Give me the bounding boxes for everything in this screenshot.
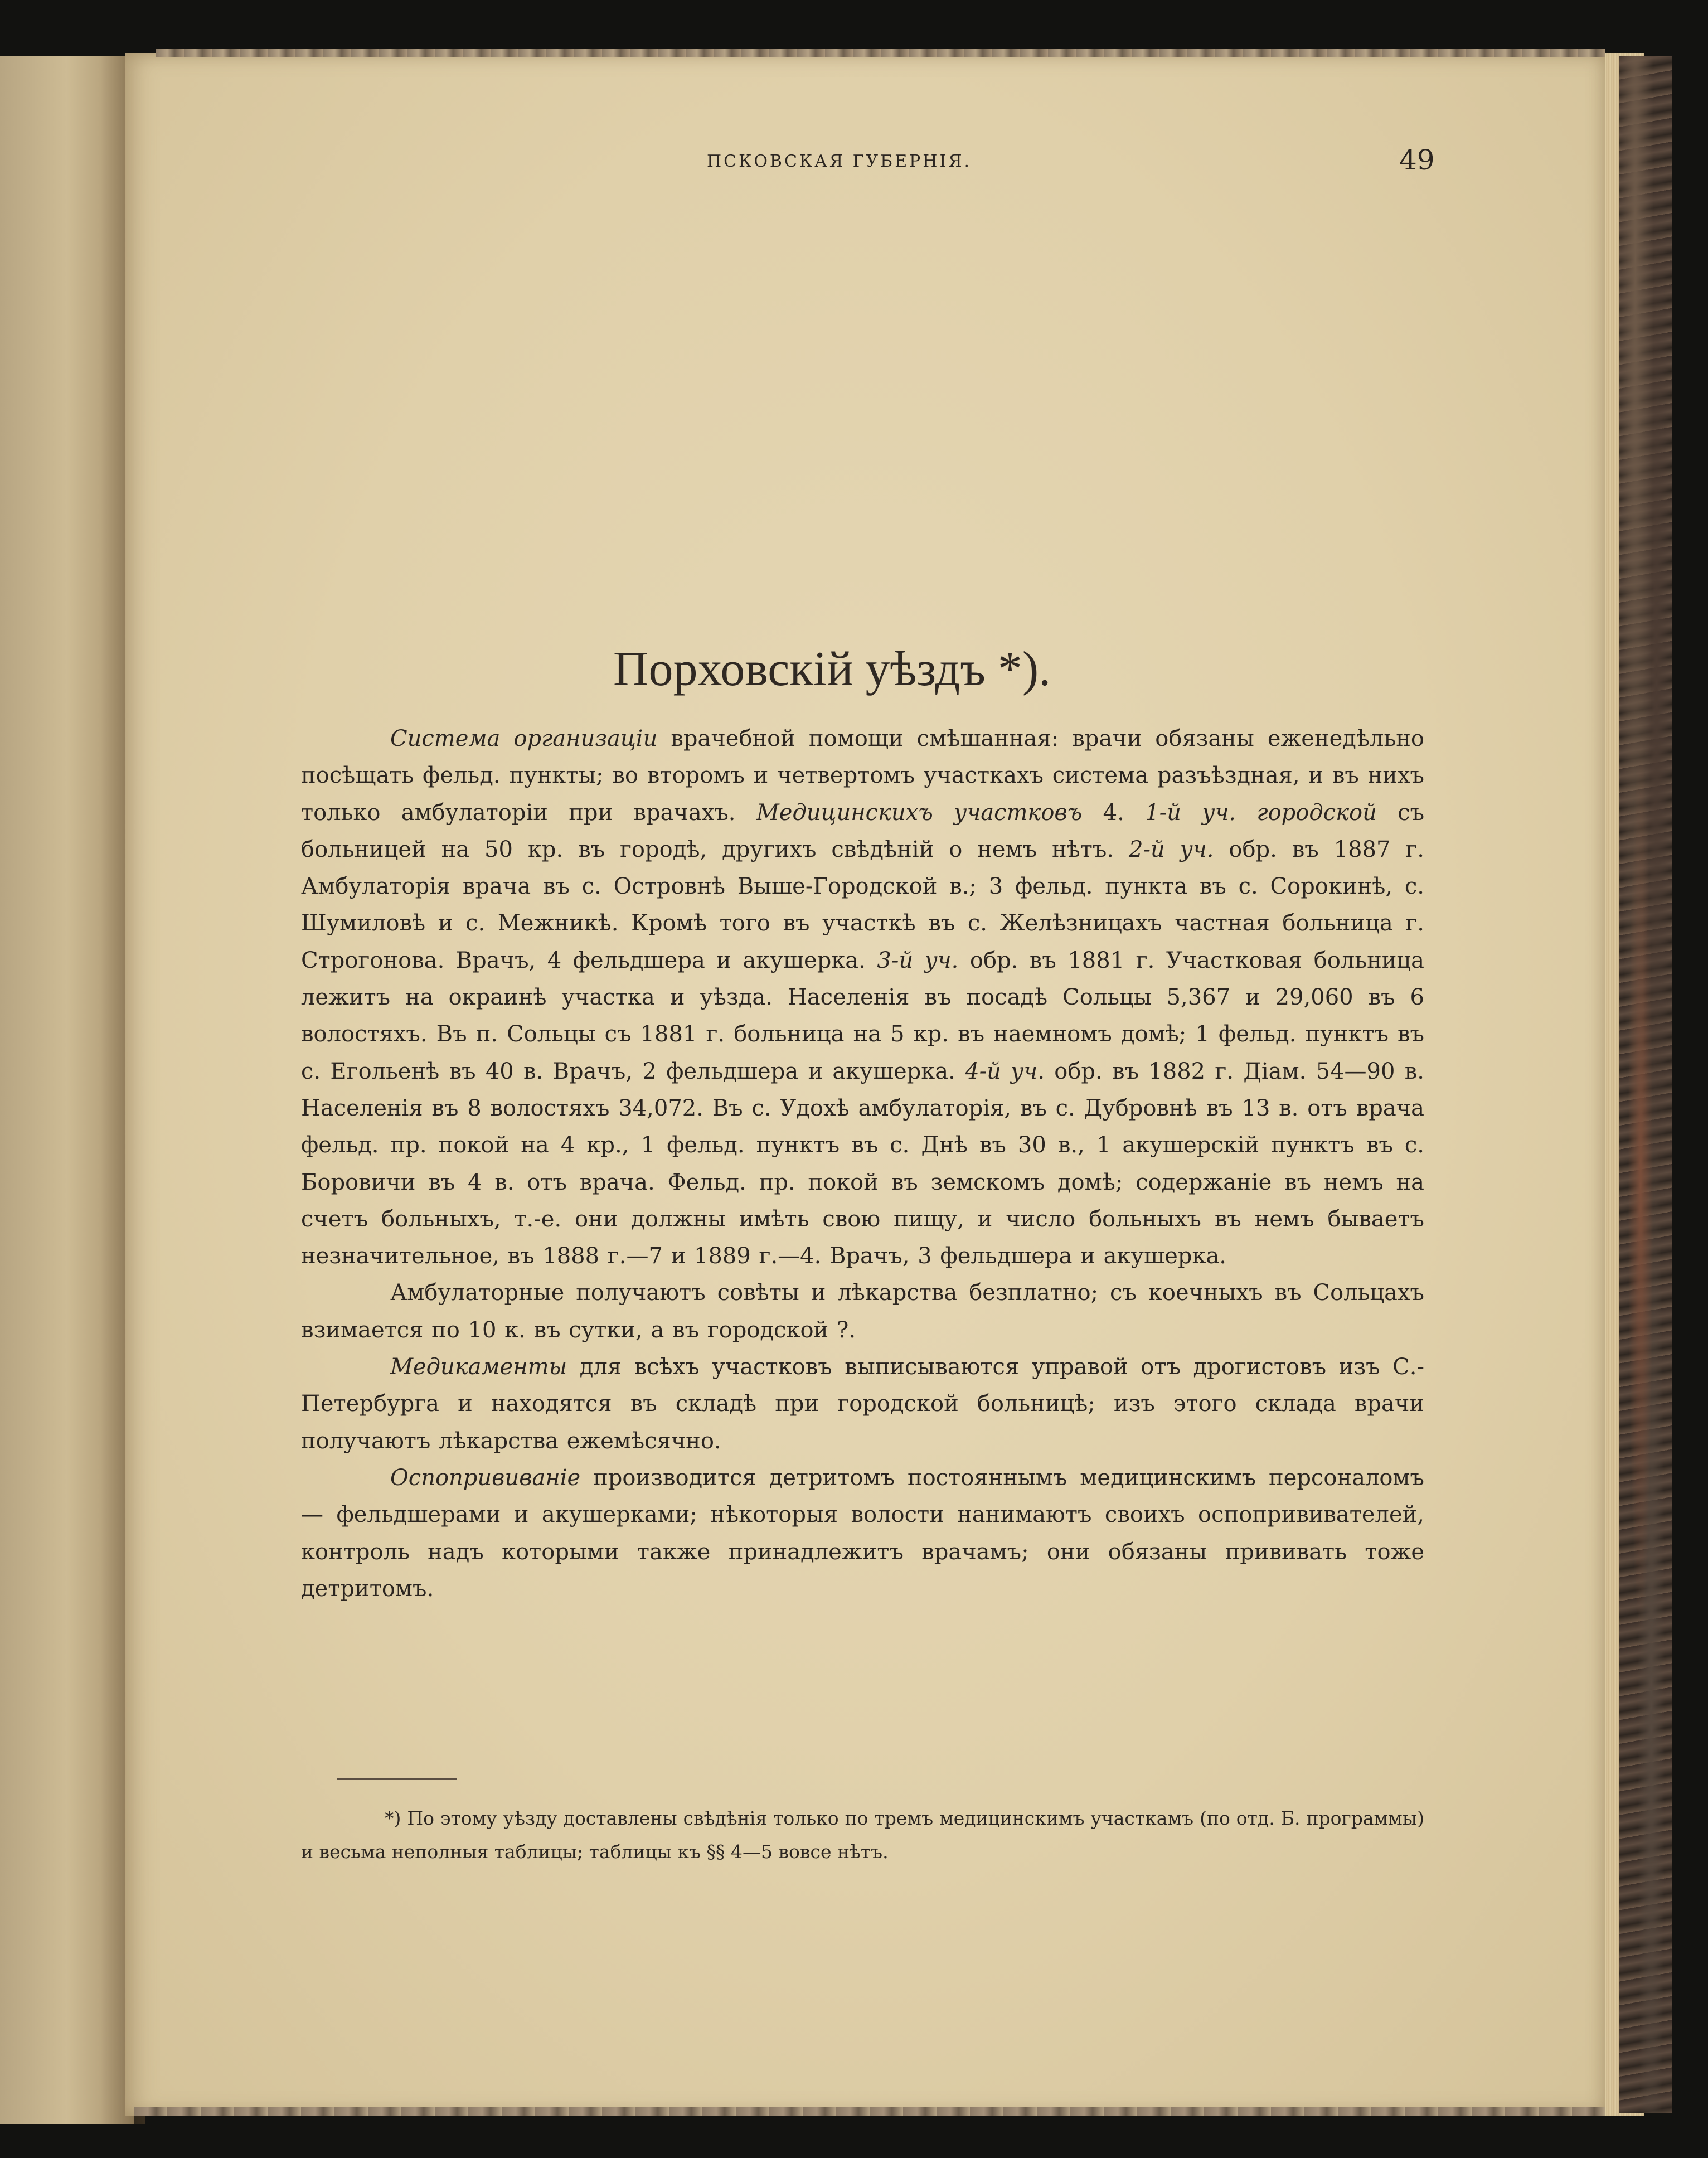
running-head: ПСКОВСКАЯ ГУБЕРНІЯ. bbox=[707, 152, 972, 171]
paragraph-organization bbox=[301, 720, 1424, 1274]
paragraph-label: 3-й уч. bbox=[877, 947, 959, 973]
page-top-edge bbox=[156, 49, 1605, 57]
body-text bbox=[301, 720, 1424, 1607]
paragraph-label: Медицинскихъ участковъ bbox=[756, 799, 1083, 826]
paragraph-label: Оспопрививаніе bbox=[390, 1464, 581, 1491]
paragraph-label: 4-й уч. bbox=[965, 1058, 1045, 1084]
footnote-rule bbox=[337, 1778, 457, 1780]
footnote: *) По этому уѣзду доставлены свѣдѣнія только по тремъ медицинскимъ участкамъ (по отд. Б. программы) и весьма неполныя таблицы; таблицы къ §§ 4—5 вовсе нѣтъ. bbox=[301, 1807, 1424, 1863]
paragraph-label: Медикаменты bbox=[390, 1354, 567, 1380]
paragraph-text: съ больницей на 50 кр. въ городѣ, другихъ свѣдѣній о немъ нѣтъ. bbox=[301, 799, 1425, 862]
paragraph-text: для всѣхъ участковъ выписываются управой отъ дрогистовъ изъ С.-Петербурга и находятся въ складѣ при городской больницѣ; изъ этого склада врачи получаютъ лѣкарства ежемѣсячно. bbox=[301, 1354, 1424, 1454]
paragraph-text: обр. въ 1887 г. Амбулаторія врача въ с. Островнѣ Выше-Городской в.; 3 фельд. пункта въ с. Сорокинѣ, с. Шумиловѣ и с. Межникѣ. Кромѣ того въ участкѣ въ с. Желѣзницахъ частная больница г. Строгонова. Врачъ, 4 фельдшера и акушерка. bbox=[301, 836, 1425, 973]
paragraph-label: 1-й уч. городской bbox=[1145, 799, 1377, 826]
paragraph-vaccination bbox=[301, 1459, 1424, 1607]
paragraph-text: обр. въ 1882 г. Діам. 54—90 в. Населенія въ 8 волостяхъ 34,072. Въ с. Удохѣ амбулаторія, въ с. Дубровнѣ въ 13 в. отъ врача фельд. пр. покой на 4 кр., 1 фельд. пунктъ въ с. Днѣ въ 30 в., 1 акушерскій пунктъ въ с. Боровичи въ 4 в. отъ врача. Фельд. пр. покой въ земскомъ домѣ; содержаніе въ немъ на счетъ больныхъ, т.-е. они должны имѣть свою пищу, и число больныхъ въ немъ бываетъ незначительное, въ 1888 г.—7 и 1889 г.—4. Врачъ, 3 фельдшера и акушерка. bbox=[301, 1058, 1424, 1269]
paragraph-text: 4. bbox=[1082, 799, 1146, 826]
section-title: Порховскій уѣздъ *). bbox=[613, 642, 1051, 696]
paragraph-text: врачебной помощи смѣшанная: врачи обязаны еженедѣльно посѣщать фельд. пункты; во второмъ и четвертомъ участкахъ система разъѣздная, и въ нихъ только амбулаторіи при врачахъ. bbox=[301, 726, 1424, 826]
paragraph-label: 2-й уч. bbox=[1129, 836, 1214, 862]
paragraph-text: обр. въ 1881 г. Участковая больница лежитъ на окраинѣ участка и уѣзда. Населенія въ посадѣ Сольцы 5,367 и 29,060 въ 6 волостяхъ. Въ п. Сольцы съ 1881 г. больница на 5 кр. въ наемномъ домѣ; 1 фельд. пунктъ въ с. Егольенѣ въ 40 в. Врачъ, 2 фельдшера и акушерка. bbox=[301, 947, 1424, 1084]
page-number: 49 bbox=[1399, 144, 1435, 176]
paragraph-text: производится детритомъ постояннымъ медицинскимъ персоналомъ — фельдшерами и акушерками; нѣкоторыя волости нанимаютъ своихъ оспопрививателей, контроль надъ которыми также принадлежитъ врачамъ; они обязаны прививать тоже детритомъ. bbox=[301, 1464, 1424, 1602]
paragraph-medicaments bbox=[301, 1349, 1424, 1459]
marbled-cover-board bbox=[1619, 56, 1672, 2113]
page-bottom-edge bbox=[134, 2107, 1605, 2116]
paragraph-ambulatory: Амбулаторные получаютъ совѣты и лѣкарства безплатно; съ коечныхъ въ Сольцахъ взимается по 10 к. въ сутки, а въ городской ?. bbox=[301, 1280, 1424, 1343]
paragraph-label: Система организаціи bbox=[390, 726, 658, 751]
